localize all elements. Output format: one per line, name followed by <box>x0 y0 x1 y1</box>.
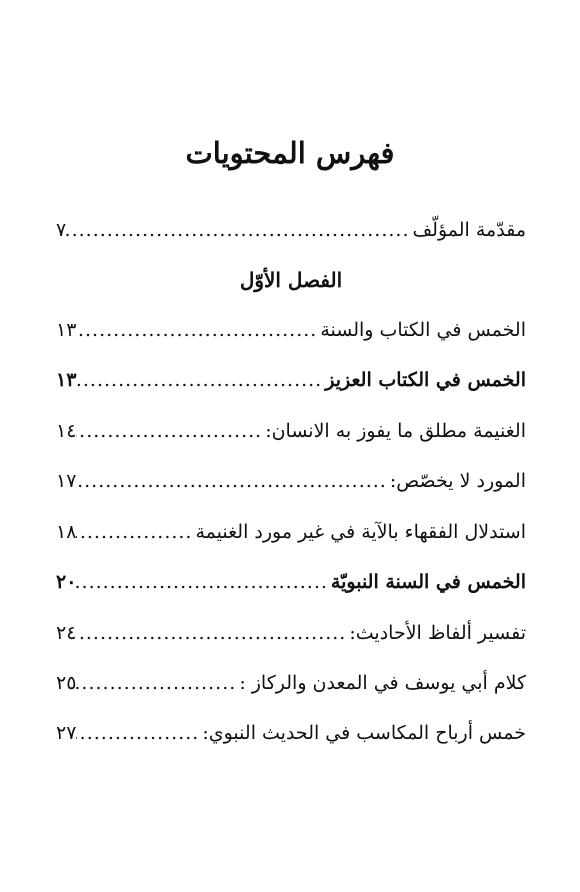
dot-leader <box>76 362 325 398</box>
toc-entry-title: استدلال الفقهاء بالآية في غير مورد الغنيمة <box>195 521 526 543</box>
toc-page-number: ٢٥ <box>56 672 77 694</box>
dot-leader <box>66 212 412 248</box>
dot-leader <box>76 463 389 499</box>
toc-page-number: ١٤ <box>56 420 77 442</box>
toc-entry-title: الخمس في الكتاب والسنة <box>320 319 526 341</box>
dot-leader <box>76 564 331 600</box>
dot-leader <box>76 413 265 449</box>
dot-leader <box>76 665 239 701</box>
toc-page-number: ١٣ <box>56 369 77 391</box>
toc-page-number: ٧ <box>56 219 67 241</box>
dot-leader <box>76 312 320 348</box>
toc-page-number: ١٨ <box>56 521 77 543</box>
dot-leader <box>76 715 202 751</box>
toc-entry-title: كلام أبي يوسف في المعدن والركاز : <box>239 672 526 694</box>
toc-entry <box>56 615 526 651</box>
toc-entry <box>56 413 526 449</box>
toc-entry <box>56 514 526 550</box>
toc-entry <box>56 564 526 600</box>
chapter-heading: الفصل الأوّل <box>239 268 343 292</box>
toc-entry <box>56 463 526 499</box>
toc-entry <box>56 715 526 751</box>
dot-leader <box>76 615 349 651</box>
toc-entry-title: الخمس في السنة النبويّة <box>330 571 526 593</box>
toc-entry <box>56 212 526 248</box>
toc-entry-title: المورد لا يخصّص: <box>389 470 526 492</box>
toc-page-number: ٢٠ <box>56 571 77 593</box>
dot-leader <box>76 514 195 550</box>
toc-page-number: ١٣ <box>56 319 77 341</box>
toc-page-number: ١٧ <box>56 470 77 492</box>
toc-page-number: ٢٤ <box>56 622 77 644</box>
toc-entry-title: الخمس في الكتاب العزيز <box>325 369 526 391</box>
toc-entry-title: تفسير ألفاظ الأحاديث: <box>349 622 526 644</box>
page-title: فهرس المحتويات <box>185 136 395 170</box>
toc-entry <box>56 312 526 348</box>
toc-page-number: ٢٧ <box>56 722 77 744</box>
toc-entry-title: خمس أرباح المكاسب في الحديث النبوي: <box>202 722 526 744</box>
toc-entry-title: الغنيمة مطلق ما يفوز به الانسان: <box>265 420 526 442</box>
toc-entry-title: مقدّمة المؤلّف <box>412 219 526 241</box>
toc-entry <box>56 362 526 398</box>
toc-entry <box>56 665 526 701</box>
